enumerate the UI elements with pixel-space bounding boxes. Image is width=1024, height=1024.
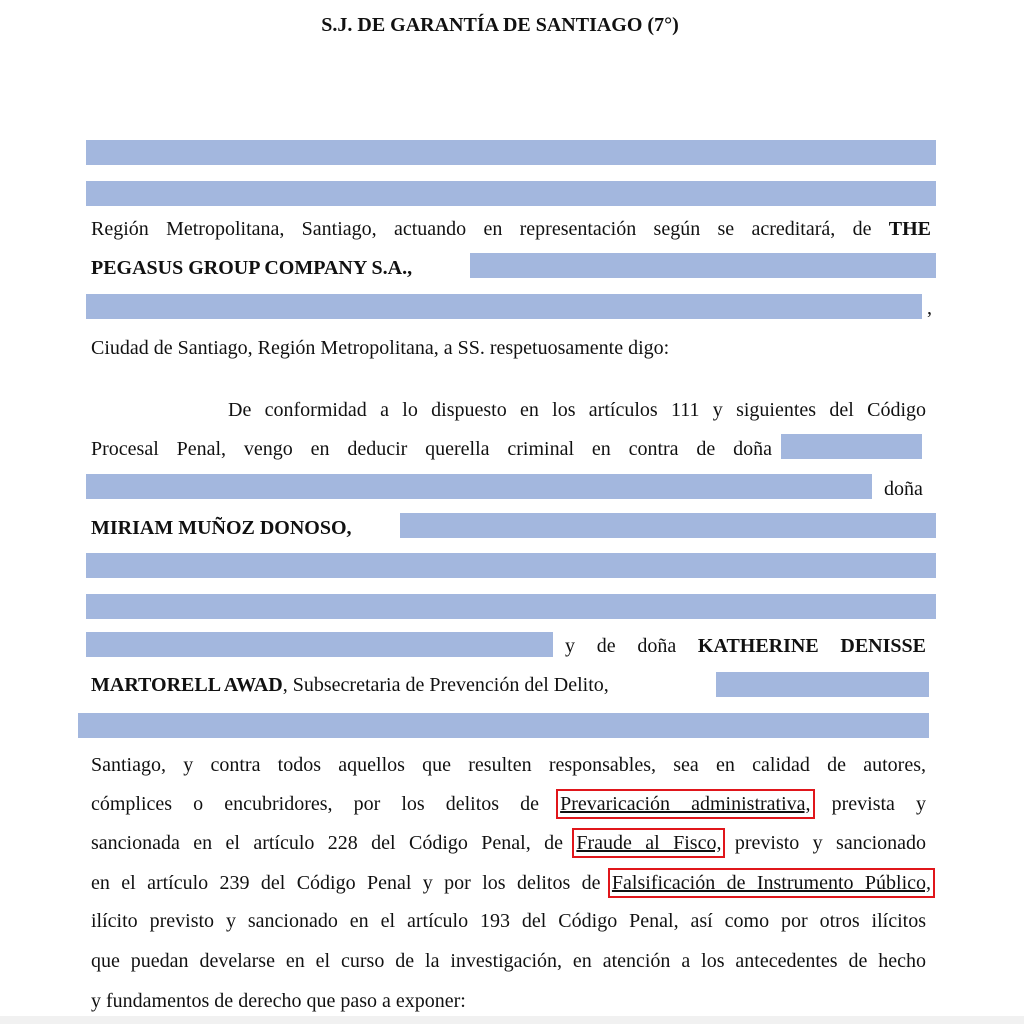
highlighted-crime: Fraude al Fisco,: [576, 832, 722, 854]
text-line: [91, 256, 412, 280]
text: ,: [927, 297, 932, 319]
redaction-bar: [86, 632, 553, 657]
text-line: [91, 909, 926, 933]
text: Ciudad de Santiago, Región Metropolitana, a SS. respetuosamente digo:: [91, 337, 670, 359]
text-line: [228, 398, 926, 422]
text: , Subsecretaria de Prevención del Delito,: [282, 674, 609, 696]
highlighted-crime: Falsificación de Instrumento Público,: [611, 872, 931, 894]
person-name: MARTORELL AWAD: [91, 674, 283, 696]
document-title: S.J. DE GARANTÍA DE SANTIAGO (7°): [321, 14, 679, 36]
redaction-bar: [78, 713, 929, 738]
text: prevista y: [831, 793, 927, 815]
text: Procesal Penal, vengo en deducir querella criminal en contra de doña: [91, 438, 772, 460]
redaction-bar: [86, 140, 936, 165]
text-line: [91, 949, 926, 973]
redaction-bar: [86, 553, 936, 578]
text: en el artículo 239 del Código Penal y por los delitos de: [91, 872, 601, 894]
text-line: [91, 792, 926, 816]
redaction-bar: [86, 294, 922, 319]
text: y de doña: [565, 635, 677, 657]
text: De conformidad a lo dispuesto en los artículos 111 y siguientes del Código: [228, 399, 926, 421]
redaction-bar: [86, 181, 936, 206]
text: Santiago, y contra todos aquellos que resulten responsables, sea en calidad de autores,: [91, 754, 926, 776]
page-bottom-edge: [0, 1016, 1024, 1024]
text-line: [91, 673, 609, 697]
text-line: [91, 437, 772, 461]
bold-text: THE: [888, 218, 932, 240]
company-name: PEGASUS GROUP COMPANY S.A.,: [91, 257, 413, 279]
text: previsto y sancionado: [734, 832, 927, 854]
person-name: KATHERINE DENISSE: [697, 635, 926, 657]
text: Región Metropolitana, Santiago, actuando en representación según se acreditará, de: [91, 218, 872, 240]
text-line: [91, 831, 926, 855]
text-line: [884, 477, 923, 501]
text: cómplices o encubridores, por los delitos de: [91, 793, 540, 815]
text-line: [91, 217, 931, 241]
text-line: [91, 871, 931, 895]
person-name: MIRIAM MUÑOZ DONOSO,: [91, 517, 352, 539]
text-line: [927, 296, 932, 320]
text: que puedan develarse en el curso de la investigación, en atención a los antecedentes de hecho: [91, 950, 926, 972]
redaction-bar: [781, 434, 922, 459]
text: sancionada en el artículo 228 del Código Penal, de: [91, 832, 563, 854]
text: y fundamentos de derecho que paso a exponer:: [91, 990, 466, 1012]
redaction-bar: [716, 672, 929, 697]
text-line: [91, 516, 352, 540]
text: doña: [884, 478, 923, 500]
text: ilícito previsto y sancionado en el artículo 193 del Código Penal, así como por otros ilícitos: [91, 910, 926, 932]
highlighted-crime: Prevaricación administrativa,: [560, 793, 811, 815]
text-line: [91, 989, 466, 1013]
redaction-bar: [86, 474, 872, 499]
text-line: [565, 634, 926, 658]
redaction-bar: [470, 253, 936, 278]
text-line: [91, 753, 926, 777]
redaction-bar: [86, 594, 936, 619]
redaction-bar: [400, 513, 936, 538]
text-line: [91, 336, 669, 360]
